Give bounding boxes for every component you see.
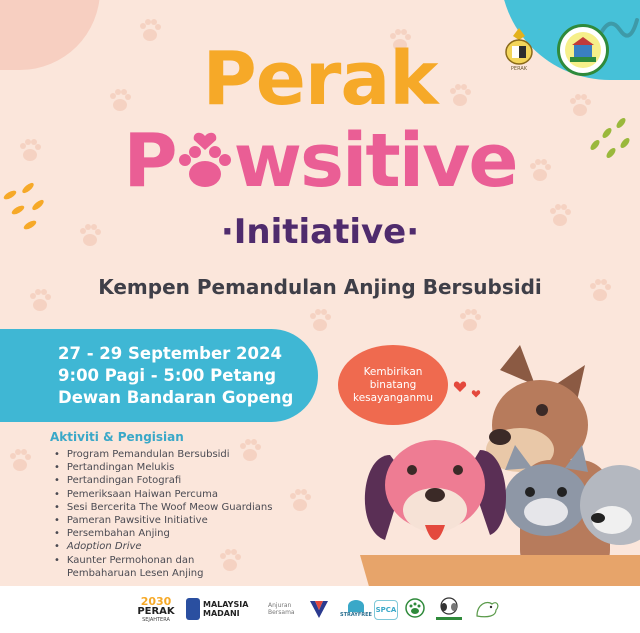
madani-line-1: MALAYSIA xyxy=(203,600,249,609)
list-item: • Pertandingan Fotografi xyxy=(54,474,272,487)
event-details-band xyxy=(0,329,318,422)
strayfree-label: STRAYFREE xyxy=(340,612,372,618)
anjuran-bersama-label xyxy=(268,602,295,616)
perak-logo-name: PERAK xyxy=(137,606,175,617)
strayfree-icon xyxy=(348,600,364,612)
spca-label: SPCA xyxy=(375,606,397,614)
list-item: • Pemeriksaan Haiwan Percuma xyxy=(54,488,272,501)
malaysia-madani-logo xyxy=(203,600,248,618)
perak-logo-year: 2030 xyxy=(140,595,172,608)
campaign-subtitle: Kempen Pemandulan Anjing Bersubsidi xyxy=(98,275,542,299)
madani-icon xyxy=(186,598,200,620)
list-item: • Pertandingan Melukis xyxy=(54,461,272,474)
title-pawsitive-suffix: wsitive xyxy=(233,118,517,204)
partner-logo-paw-icon xyxy=(405,598,425,620)
title-pawsitive xyxy=(0,118,640,204)
event-venue: Dewan Bandaran Gopeng xyxy=(58,388,294,407)
sponsor-footer xyxy=(0,586,640,633)
list-item: • Adoption Drive xyxy=(54,540,272,553)
madani-line-2: MADANI xyxy=(203,609,240,618)
partner-logo-dog-icon xyxy=(472,596,502,622)
list-item: • Sesi Bercerita The Woof Meow Guardians xyxy=(54,501,272,514)
activities-list xyxy=(54,448,272,580)
event-date: 27 - 29 September 2024 xyxy=(58,344,282,363)
emblem-caption: PERAK xyxy=(510,66,528,72)
title-perak: Perak xyxy=(202,36,438,122)
bubble-line-3: kesayanganmu xyxy=(352,391,433,404)
anjuran-line-2: Bersama xyxy=(268,609,295,616)
perak-logo-tagline: SEJAHTERA xyxy=(142,617,170,623)
pets-illustration xyxy=(350,340,640,590)
anjuran-line-1: Anjuran xyxy=(268,602,292,609)
list-item: • Kaunter Permohonan dan xyxy=(54,554,272,567)
activities-heading: Aktiviti & Pengisian xyxy=(50,430,184,444)
partner-logo-v-icon xyxy=(308,598,330,620)
bubble-line-1: Kembirikan xyxy=(363,365,423,378)
title-pawsitive-prefix: P xyxy=(123,118,176,204)
partner-logo-pets-icon xyxy=(432,596,466,622)
bubble-line-2: binatang xyxy=(369,378,417,391)
list-item: • Pameran Pawsitive Initiative xyxy=(54,514,272,527)
partner-logo-strayfree xyxy=(340,600,372,618)
partner-logo-spca xyxy=(374,600,398,620)
perak-sejahtera-logo xyxy=(132,596,180,623)
list-item: • Persembahan Anjing xyxy=(54,527,272,540)
list-item: Pembaharuan Lesen Anjing xyxy=(67,567,204,579)
list-item: • Program Pemandulan Bersubsidi xyxy=(54,448,272,461)
event-time: 9:00 Pagi - 5:00 Petang xyxy=(58,366,277,385)
paw-letter-icon xyxy=(176,124,234,186)
title-initiative: ·Initiative· xyxy=(220,212,420,252)
